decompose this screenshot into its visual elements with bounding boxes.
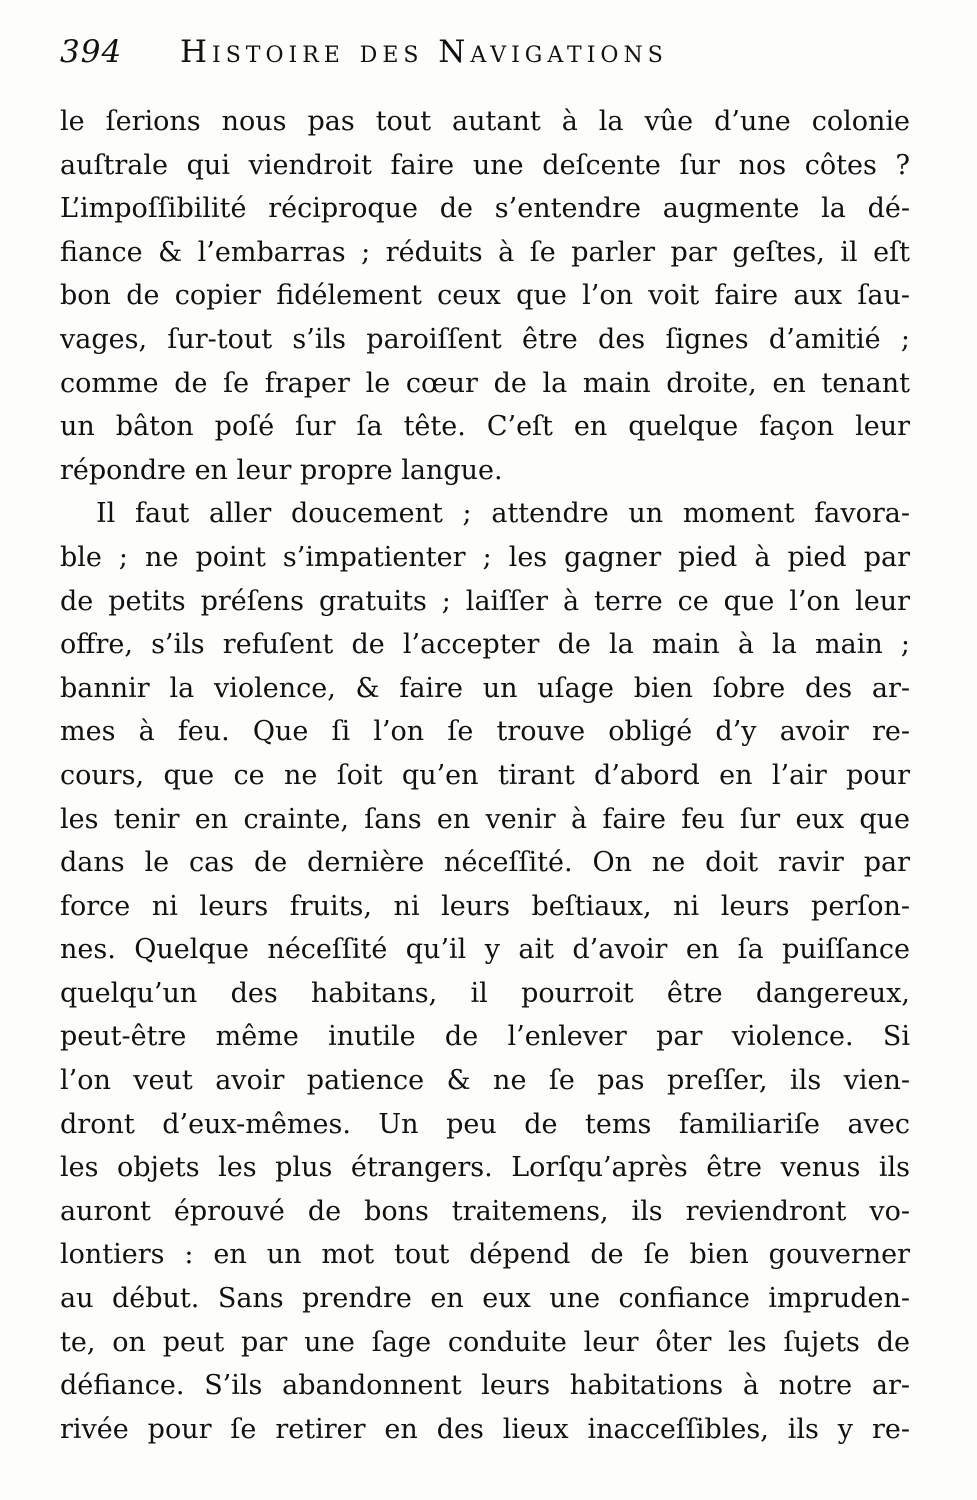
text-line: cours, que ce ne ſoit qu’en tirant d’abord en l’air pour [60, 759, 910, 791]
text-line: vages, ſur-tout s’ils paroiſſent être des ſignes d’amitié ; [60, 323, 910, 355]
page-header [60, 30, 930, 80]
text-line: l’on veut avoir patience & ne ſe pas preſſer, ils vien- [60, 1065, 910, 1097]
text-line: peut-être même inutile de l’enlever par violence. Si [60, 1021, 910, 1053]
text-line: un bâton poſé ſur ſa tête. C’eſt en quelque façon leur [60, 411, 910, 443]
text-line: dront d’eux-mêmes. Un peu de tems familiariſe avec [60, 1108, 910, 1140]
text-line: comme de ſe fraper le cœur de la main droite, en tenant [60, 367, 910, 399]
text-line: nes. Quelque néceſſité qu’il y ait d’avoir en ſa puiſſance [60, 934, 910, 966]
text-line: L’impoſſibilité réciproque de s’entendre augmente la dé- [60, 193, 910, 225]
text-line: de petits préſens gratuits ; laiſſer à terre ce que l’on leur [60, 585, 910, 617]
text-line: défiance. S’ils abandonnent leurs habitations à notre ar- [60, 1370, 910, 1402]
text-line: force ni leurs fruits, ni leurs beſtiaux, ni leurs perſon- [60, 890, 910, 922]
text-line: quelqu’un des habitans, il pourroit être dangereux, [60, 977, 910, 1009]
text-line: le ſerions nous pas tout autant à la vûe d’une colonie [60, 106, 910, 137]
paragraph-start-line: Il faut aller doucement ; attendre un moment favora- [96, 498, 910, 530]
body-text [60, 100, 910, 1451]
text-line: fiance & l’embarras ; réduits à ſe parler par geſtes, il eſt [60, 236, 910, 268]
text-line: au début. Sans prendre en eux une confiance impruden- [60, 1283, 910, 1315]
page-number: 394 [60, 34, 123, 70]
text-line: les tenir en crainte, ſans en venir à faire feu ſur eux que [60, 803, 910, 835]
text-line: ble ; ne point s’impatienter ; les gagner pied à pied par [60, 541, 910, 573]
running-title: Histoire des Navigations [180, 34, 668, 70]
text-line: offre, s’ils refuſent de l’accepter de la main à la main ; [60, 629, 910, 661]
text-line: les objets les plus étrangers. Lorſqu’après être venus ils [60, 1152, 910, 1184]
text-line: dans le cas de dernière néceſſité. On ne doit ravir par [60, 847, 910, 879]
text-line: rivée pour ſe retirer en des lieux inacceſſibles, ils y re- [60, 1413, 910, 1445]
text-line: te, on peut par une ſage conduite leur ôter les ſujets de [60, 1326, 910, 1358]
text-line: bon de copier fidélement ceux que l’on voit faire aux ſau- [60, 280, 910, 312]
text-line: auront éprouvé de bons traitemens, ils reviendront vo- [60, 1195, 910, 1227]
text-line: mes à feu. Que ſi l’on ſe trouve obligé d’y avoir re- [60, 716, 910, 748]
text-line: lontiers : en un mot tout dépend de ſe bien gouverner [60, 1239, 910, 1271]
text-line: bannir la violence, & faire un uſage bien ſobre des ar- [60, 672, 910, 704]
paragraph-end-line: répondre en leur propre langue. [60, 454, 503, 486]
text-line: auſtrale qui viendroit faire une deſcente ſur nos côtes ? [60, 149, 910, 181]
